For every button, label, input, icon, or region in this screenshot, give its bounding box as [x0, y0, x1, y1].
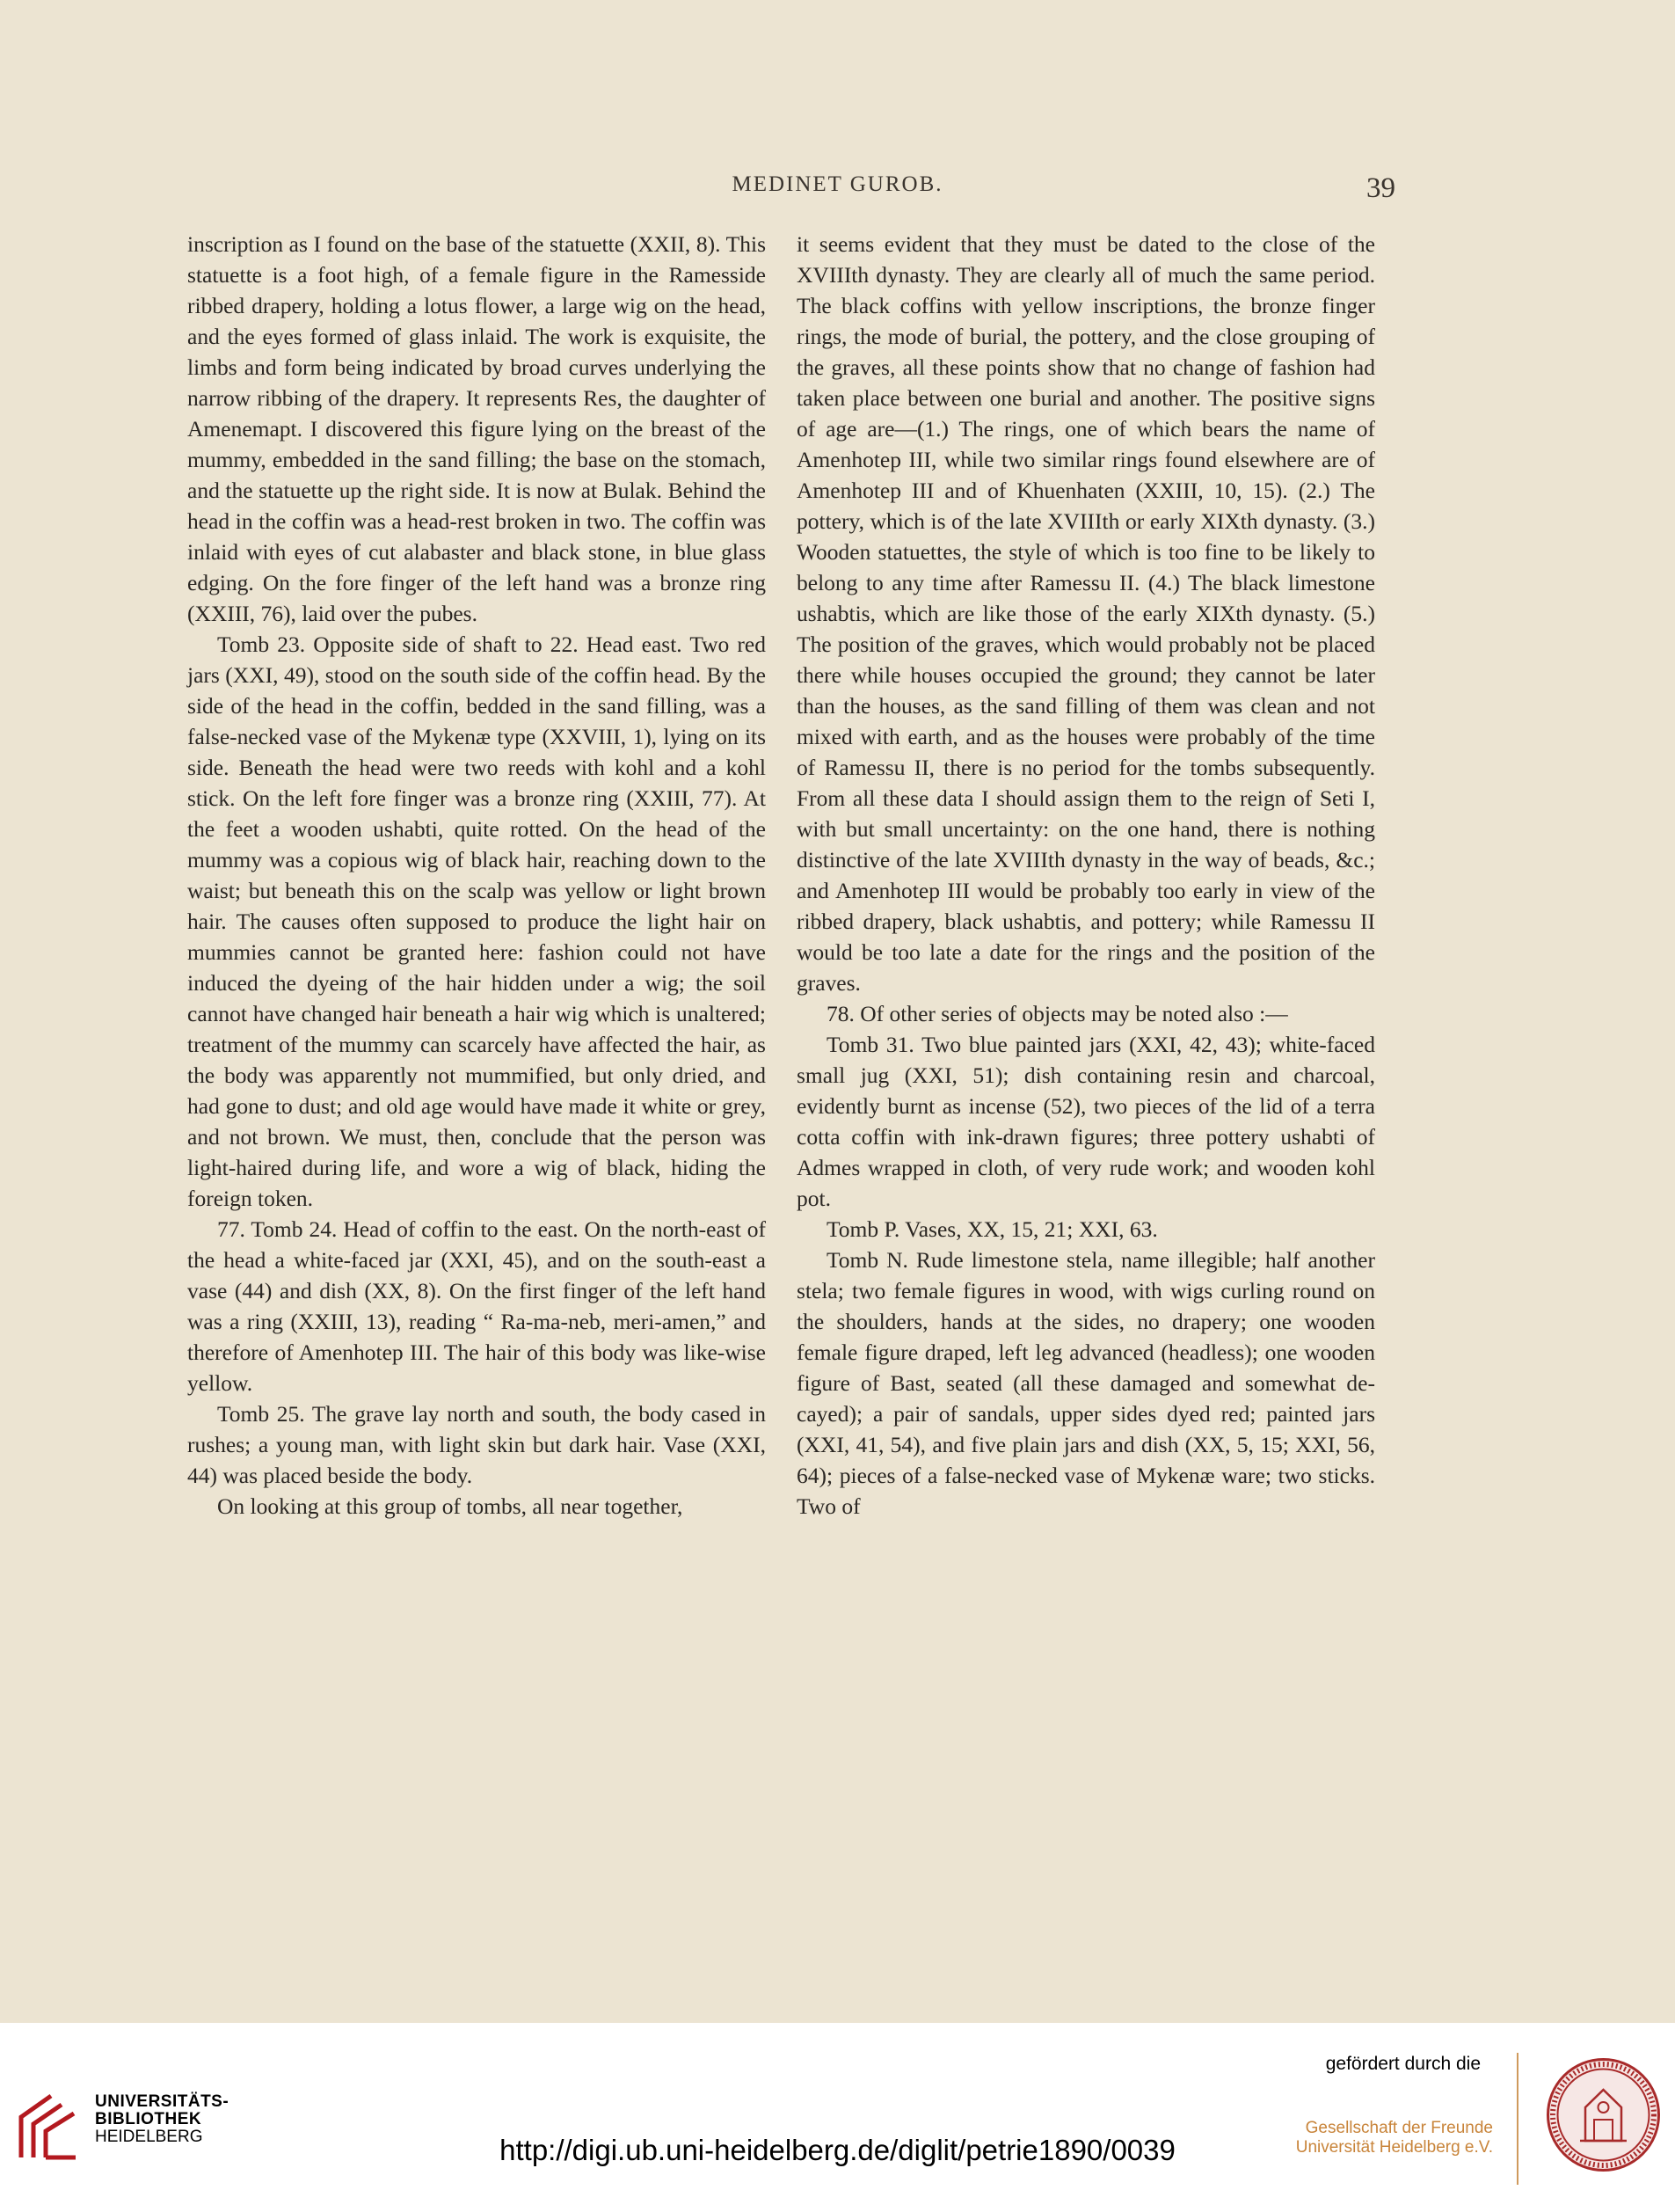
- footer-divider: [1517, 2053, 1518, 2185]
- paragraph: Tomb 31. Two blue painted jars (XXI, 42, 43); white-faced small jug (XXI, 51); dish containing resin and charcoal, evidently burnt as incense (52), two pieces of the lid of a terra cotta coffin with ink-drawn figures; three pottery ushabti of Admes wrapped in cloth, of very rude work; and wooden kohl pot.: [797, 1032, 1375, 1211]
- right-column: [797, 229, 1375, 1522]
- library-name-line: BIBLIOTHEK: [95, 2110, 202, 2128]
- university-seal-icon: [1545, 2056, 1662, 2173]
- paragraph: 77. Tomb 24. Head of coffin to the east. On the north-east of the head a white-faced jar (XXI, 45), and on the south-east a vase (44) and dish (XX, 8). On the first finger of the left hand was a ring (XXIII, 13), reading “ Ra-ma-neb, meri-amen,” and therefore of Amenhotep III. The hair of this body was like-wise yellow.: [187, 1216, 766, 1396]
- paragraph: Tomb 25. The grave lay north and south, the body cased in rushes; a young man, with light skin but dark hair. Vase (XXI, 44) was placed beside the body.: [187, 1401, 766, 1488]
- sponsor-name: [1296, 2119, 1493, 2157]
- paragraph: Tomb P. Vases, XX, 15, 21; XXI, 63.: [827, 1216, 1158, 1242]
- permalink-url[interactable]: http://digi.ub.uni-heidelberg.de/diglit/petrie1890/0039: [499, 2134, 1176, 2166]
- paragraph: On looking at this group of tombs, all near together,: [217, 1493, 683, 1519]
- left-column: [187, 229, 766, 1522]
- paragraph: Tomb 23. Opposite side of shaft to 22. Head east. Two red jars (XXI, 49), stood on the south side of the coffin head. By the side of the head in the coffin, bedded in the sand filling, was a false-necked vase of the Mykenæ type (XXVIII, 1), lying on its side. Beneath the head were two reeds with kohl and a kohl stick. On the left fore finger was a bronze ring (XXIII, 77). At the feet a wooden ushabti, quite rotted. On the head of the mummy was a copious wig of black hair, reaching down to the waist; but beneath this on the scalp was yellow or light brown hair. The causes often supposed to produce the light hair on mummies cannot be granted here: fashion could not have induced the dyeing of the hair hidden under a wig; the soil cannot have changed hair beneath a hair wig which is unaltered; treatment of the mummy can scarcely have affected the hair, as the body was apparently not mummified, but only dried, and had gone to dust; and old age would have made it white or grey, and not brown. We must, then, conclude that the person was light-haired during life, and wore a wig of black, hiding the foreign token.: [187, 631, 766, 1211]
- paragraph: it seems evident that they must be dated to the close of the XVIIIth dynasty. They are clearly all of much the same period. The black coffins with yellow inscriptions, the bronze finger rings, the mode of burial, the pottery, and the close grouping of the graves, all these points show that no change of fashion had taken place between one burial and another. The positive signs of age are—(1.) The rings, one of which bears the name of Amenhotep III, while two similar rings found elsewhere are of Amenhotep III and of Khuenhaten (XXIII, 10, 15). (2.) The pottery, which is of the late XVIIIth or early XIXth dynasty. (3.) Wooden statuettes, the style of which is too fine to be likely to belong to any time after Ramessu II. (4.) The black limestone ushabtis, which are like those of the early XIXth dynasty. (5.) The position of the graves, which would probably not be placed there while houses occupied the ground; they cannot be later than the houses, as the sand filling of them was clean and not mixed with earth, and as the houses were probably of the time of Ramessu II, there is no period for the tombs subsequently. From all these data I should assign them to the reign of Seti I, with but small uncertainty: on the one hand, there is nothing distinctive of the late XVIIIth dynasty in the way of beads, &c.; and Amenhotep III would be probably too early in view of the ribbed drapery, black ushabtis, and pottery; while Ramessu II would be too late a date for the rings and the position of the graves.: [797, 231, 1375, 996]
- sponsor-name-line: Universität Heidelberg e.V.: [1295, 2138, 1493, 2157]
- paragraph: inscription as I found on the base of the statuette (XXII, 8). This statuette is a foot high, of a female figure in the Ramesside ribbed drapery, holding a lotus flower, a large wig on the head, and the eyes formed of glass inlaid. The work is exquisite, the limbs and form being indicated by broad curves underlying the narrow ribbing of the drapery. It represents Res, the daughter of Amenemapt. I discovered this figure lying on the breast of the mummy, embedded in the sand filling; the base on the stomach, and the statuette up the right side. It is now at Bulak. Behind the head in the coffin was a head-rest broken in two. The coffin was inlaid with eyes of cut alabaster and black stone, in blue glass edging. On the fore finger of the left hand was a bronze ring (XXIII, 76), laid over the pubes.: [187, 231, 766, 626]
- running-head: MEDINET GUROB.: [732, 172, 943, 196]
- library-name-line: HEIDELBERG: [95, 2128, 203, 2146]
- library-name-line: UNIVERSITÄTS-: [95, 2092, 229, 2111]
- paragraph: 78. Of other series of objects may be noted also :—: [827, 1001, 1288, 1026]
- sponsor-label: gefördert durch die: [1325, 2054, 1481, 2074]
- paragraph: Tomb N. Rude limestone stela, name illegible; half another stela; two female figures in wood, with wigs curling round on the shoulders, hands at the sides, no drapery; one wooden female figure draped, left leg advanced (headless); one wooden figure of Bast, seated (all these damaged and somewhat de-cayed); a pair of sandals, upper sides dyed red; painted jars (XXI, 41, 54), and five plain jars and dish (XX, 5, 15; XXI, 56, 64); pieces of a false-necked vase of Mykenæ ware; two sticks. Two of: [797, 1247, 1375, 1519]
- page-number: 39: [1366, 172, 1395, 204]
- sponsor-name-line: Gesellschaft der Freunde: [1305, 2119, 1493, 2137]
- digitization-footer: [0, 2023, 1675, 2212]
